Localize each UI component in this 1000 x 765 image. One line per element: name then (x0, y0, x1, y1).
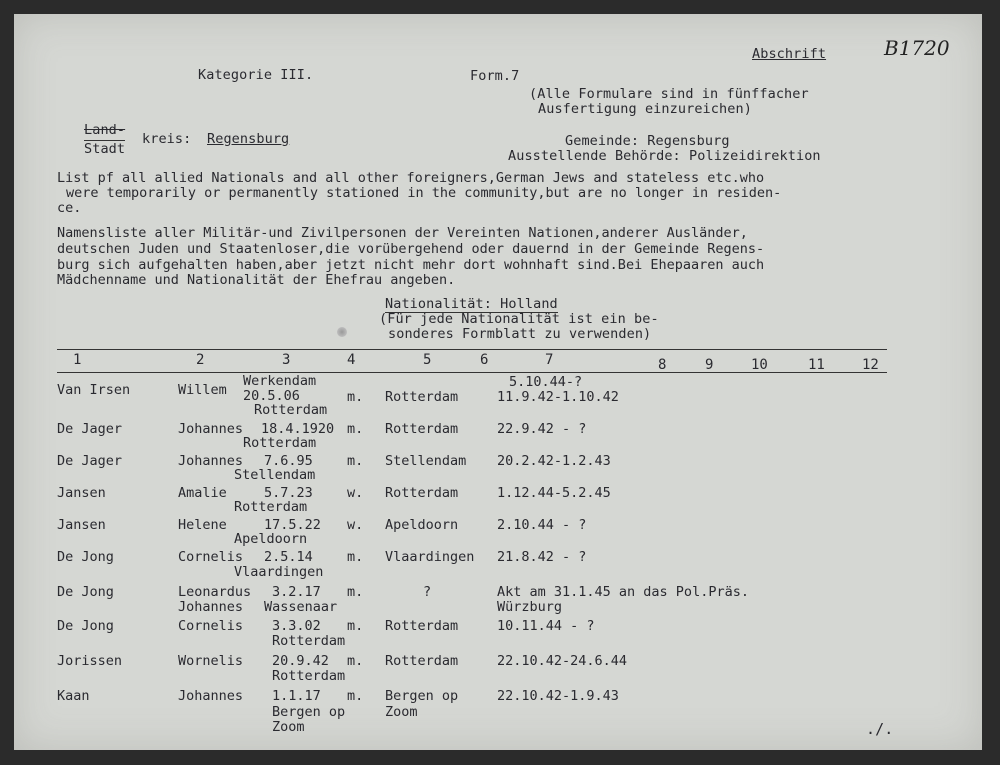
row-1-dates-a: 5.10.44-? (509, 374, 583, 390)
stadt-label: Stadt (84, 141, 126, 157)
row-4-surname: Jansen (57, 485, 106, 501)
english-line-3: ce. (57, 200, 82, 216)
row-10-surname: Kaan (57, 688, 90, 704)
row-5-dates-a: 2.10.44 - ? (497, 517, 587, 533)
row-3-firstname: Johannes (178, 453, 244, 469)
row-4-firstname: Amalie (178, 485, 227, 501)
german-line-2: deutschen Juden und Staatenloser,die vorübergehend oder dauernd in der Gemeinde Regens- (57, 241, 765, 257)
row-4-birth-a: 5.7.23 (264, 485, 313, 501)
row-9-sex: m. (347, 653, 364, 669)
row-10-birth-b: Bergen op (272, 704, 346, 720)
row-9-birth-b: Rotterdam (272, 668, 346, 684)
row-8-birth-a: 3.3.02 (272, 618, 321, 634)
row-2-birth-a: 18.4.1920 (261, 421, 335, 437)
form-note-line-1: (Alle Formulare sind in fünffacher (529, 86, 809, 102)
row-3-birth-b: Stellendam (234, 467, 316, 483)
row-7-birth-a: 3.2.17 (272, 584, 321, 600)
row-10-birth-c: Zoom (272, 719, 305, 735)
col-num-5: 5 (423, 352, 432, 368)
row-1-dates-b: 11.9.42-1.10.42 (497, 389, 619, 405)
row-10-dates-a: 22.10.42-1.9.43 (497, 688, 619, 704)
handwritten-archive-id: B1720 (884, 36, 950, 60)
col-num-9: 9 (705, 357, 714, 373)
nationality-note-2: sonderes Formblatt zu verwenden) (388, 326, 652, 342)
kreis-label: kreis: (142, 131, 192, 147)
row-9-firstname: Wornelis (178, 653, 244, 669)
row-1-surname: Van Irsen (57, 382, 131, 398)
row-6-place: Vlaardingen (385, 549, 475, 565)
row-7-firstname-b: Johannes (178, 599, 244, 615)
row-6-birth-a: 2.5.14 (264, 549, 313, 565)
row-7-surname: De Jong (57, 584, 114, 600)
row-9-place: Rotterdam (385, 653, 459, 669)
row-6-firstname: Cornelis (178, 549, 244, 565)
german-line-3: burg sich aufgehalten haben,aber jetzt nicht mehr dort wohnhaft sind.Bei Ehepaaren auch (57, 257, 765, 273)
form-number: Form.7 (470, 68, 520, 84)
row-10-place-b: Zoom (385, 704, 418, 720)
col-num-2: 2 (196, 352, 205, 368)
row-7-sex: m. (347, 584, 364, 600)
row-4-birth-b: Rotterdam (234, 499, 308, 515)
row-4-dates-a: 1.12.44-5.2.45 (497, 485, 611, 501)
col-num-10: 10 (751, 357, 768, 373)
gemeinde-label: Gemeinde: Regensburg (565, 133, 730, 149)
col-num-11: 11 (808, 357, 825, 373)
col-num-1: 1 (73, 352, 82, 368)
row-2-sex: m. (347, 421, 364, 437)
row-5-place: Apeldoorn (385, 517, 459, 533)
continuation-mark: ./. (866, 720, 894, 738)
row-8-place: Rotterdam (385, 618, 459, 634)
abschrift-label: Abschrift (752, 46, 827, 62)
row-3-sex: m. (347, 453, 364, 469)
row-10-place: Bergen op (385, 688, 459, 704)
row-9-surname: Jorissen (57, 653, 123, 669)
behoerde-label: Ausstellende Behörde: Polizeidirektion (508, 148, 821, 164)
row-8-dates-a: 10.11.44 - ? (497, 618, 595, 634)
table-top-rule (57, 349, 887, 350)
row-2-birth-b: Rotterdam (243, 435, 317, 451)
row-7-dates-b: Würzburg (497, 599, 563, 615)
row-6-sex: m. (347, 549, 364, 565)
row-2-place: Rotterdam (385, 421, 459, 437)
row-10-birth-a: 1.1.17 (272, 688, 321, 704)
row-4-place: Rotterdam (385, 485, 459, 501)
row-5-firstname: Helene (178, 517, 227, 533)
nationality-line: Nationalität: Holland (385, 296, 558, 312)
row-6-surname: De Jong (57, 549, 114, 565)
row-7-firstname: Leonardus (178, 584, 252, 600)
row-9-birth-a: 20.9.42 (272, 653, 329, 669)
row-5-sex: w. (347, 517, 364, 533)
row-10-firstname: Johannes (178, 688, 244, 704)
row-9-dates-a: 22.10.42-24.6.44 (497, 653, 628, 669)
row-5-surname: Jansen (57, 517, 106, 533)
nationality-note-1: (Für jede Nationalität ist ein be- (379, 311, 659, 327)
row-8-sex: m. (347, 618, 364, 634)
row-4-sex: w. (347, 485, 364, 501)
col-num-3: 3 (282, 352, 291, 368)
row-3-surname: De Jager (57, 453, 123, 469)
form-note-line-2: Ausfertigung einzureichen) (538, 101, 752, 117)
row-7-place: ? (423, 584, 432, 600)
row-3-birth-a: 7.6.95 (264, 453, 313, 469)
col-num-8: 8 (658, 357, 667, 373)
table-header-rule (57, 372, 887, 373)
row-2-dates-a: 22.9.42 - ? (497, 421, 587, 437)
english-line-1: List pf all allied Nationals and all other foreigners,German Jews and stateless etc.who (57, 170, 765, 186)
land-struck-label: Land- (84, 122, 126, 138)
row-1-birth-a: Werkendam (243, 373, 317, 389)
german-line-4: Mädchenname und Nationalität der Ehefrau angeben. (57, 272, 456, 288)
english-line-2: were temporarily or permanently stationed in the community,but are no longer in residen- (66, 185, 782, 201)
row-8-surname: De Jong (57, 618, 114, 634)
row-7-birth-b: Wassenaar (264, 599, 338, 615)
row-8-firstname: Cornelis (178, 618, 244, 634)
row-6-dates-a: 21.8.42 - ? (497, 549, 587, 565)
kategorie-label: Kategorie III. (198, 67, 314, 83)
row-1-sex: m. (347, 389, 364, 405)
row-1-birth-c: Rotterdam (254, 402, 328, 418)
row-2-surname: De Jager (57, 421, 123, 437)
row-1-firstname: Willem (178, 382, 227, 398)
document-page (14, 14, 982, 750)
row-5-birth-b: Apeldoorn (234, 531, 308, 547)
row-8-birth-b: Rotterdam (272, 633, 346, 649)
col-num-4: 4 (347, 352, 356, 368)
punch-mark (337, 327, 347, 337)
col-num-7: 7 (545, 352, 554, 368)
col-num-12: 12 (862, 357, 879, 373)
row-1-place: Rotterdam (385, 389, 459, 405)
kreis-value: Regensburg (207, 131, 290, 147)
row-10-sex: m. (347, 688, 364, 704)
row-1-birth-b: 20.5.06 (243, 388, 300, 404)
row-6-birth-b: Vlaardingen (234, 564, 324, 580)
col-num-6: 6 (480, 352, 489, 368)
german-line-1: Namensliste aller Militär-und Zivilpersonen der Vereinten Nationen,anderer Ausländer, (57, 225, 748, 241)
row-7-dates-a: Akt am 31.1.45 an das Pol.Präs. (497, 584, 749, 600)
row-5-birth-a: 17.5.22 (264, 517, 321, 533)
row-3-place: Stellendam (385, 453, 467, 469)
row-3-dates-a: 20.2.42-1.2.43 (497, 453, 611, 469)
row-2-firstname: Johannes (178, 421, 244, 437)
